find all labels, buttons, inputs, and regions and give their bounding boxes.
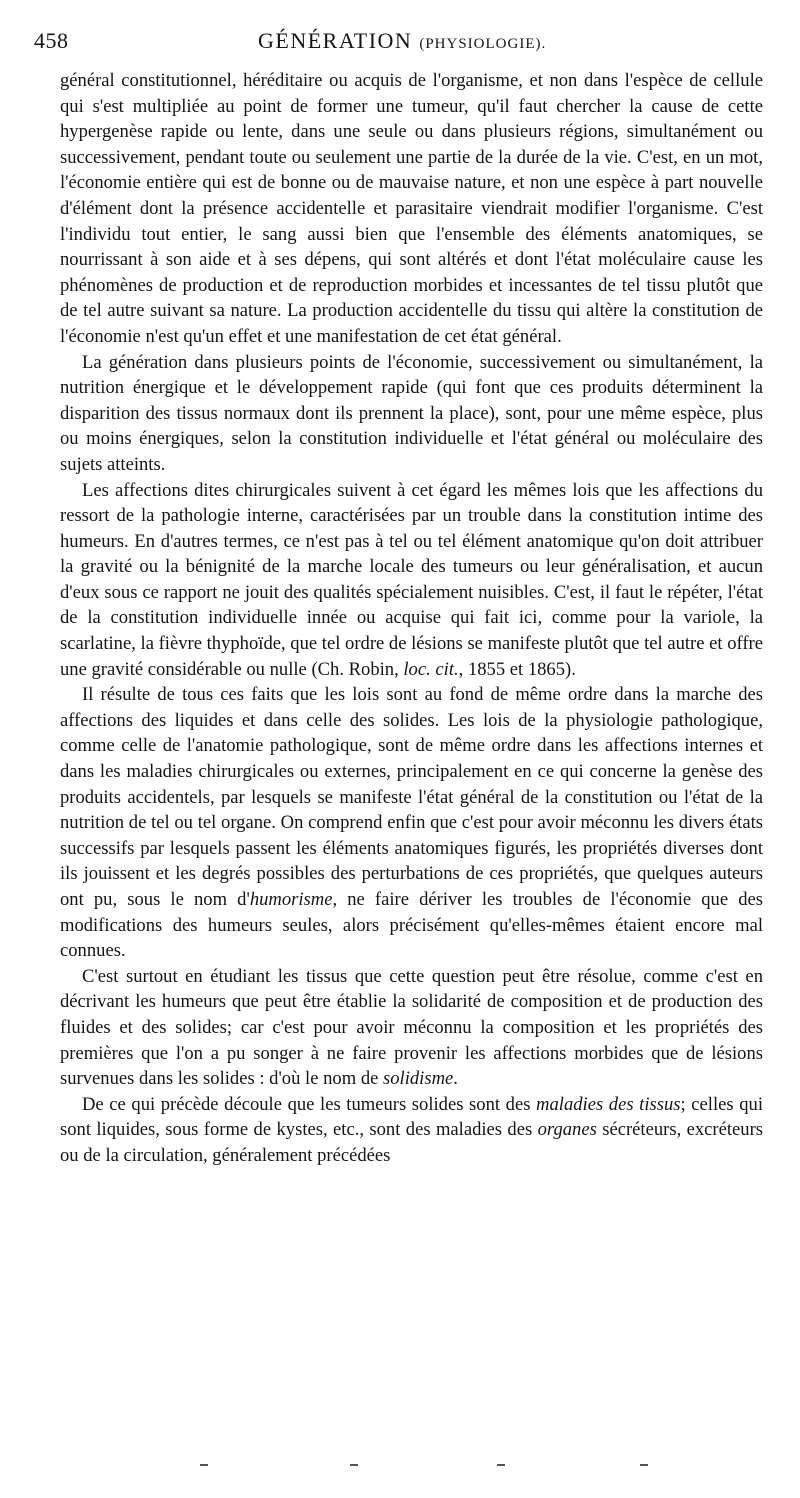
header-subtitle: (PHYSIOLOGIE). (419, 36, 547, 52)
text-run: La génération dans plusieurs points de l'économie, successivement ou simultanément, la nutrition énergique et le développement rapide (qui font que ces produits déterminent la disparition des tissus normaux dont ils prennent la place), sont, pour une même espèce, plus ou moins énergiques, selon la constitution individuelle et l'état général ou moléculaire des sujets atteints. (60, 351, 763, 475)
header-title-main: GÉNÉRATION (258, 28, 413, 53)
text-run: , 1855 et 1865). (458, 658, 576, 680)
text-run: sécréteurs, excréteurs ou de la circulation, généralement précédées (60, 1119, 763, 1166)
footer-dash (497, 1464, 505, 1466)
header-title (258, 28, 546, 54)
text-run: ; celles qui sont liquides, sous forme de kystes, etc., sont des maladies des (60, 1093, 763, 1141)
italic-text: solidisme (383, 1068, 454, 1090)
document-page (34, 28, 763, 1169)
text-run: De ce qui précède découle que les tumeurs solides sont des (82, 1093, 537, 1115)
body-text (60, 68, 763, 1169)
italic-text: organes (537, 1119, 597, 1141)
paragraph (60, 478, 763, 683)
paragraph (60, 350, 763, 478)
paragraph (60, 1092, 763, 1169)
italic-text: maladies des tissus (536, 1093, 681, 1115)
paragraph (60, 68, 763, 350)
running-head (34, 28, 763, 68)
paragraph (60, 682, 763, 964)
footer-dash (640, 1464, 648, 1466)
text-run: Il résulte de tous ces faits que les lois sont au fond de même ordre dans la marche des affections des liquides et dans celle des solides. Les lois de la physiologie pathologique, comme celle de l'anatomie pathologique, sont de même ordre dans les affections internes et dans les maladies chirurgicales ou externes, principalement en ce qui concerne la genèse des produits accidentels, par lesquels se manifeste l'état général de la constitution ou l'état de la nutrition de tel ou tel organe. On comprend enfin que c'est pour avoir méconnu les divers états successifs par lesquels passent les éléments anatomiques figurés, les propriétés diverses dont ils jouissent et les degrés possibles des perturbations de ces propriétés, que quelques auteurs ont pu, sous le nom d' (60, 684, 763, 910)
italic-text: loc. cit. (403, 658, 459, 680)
text-run: , ne faire dériver les troubles de l'économie que des modifications des humeurs seules, alors précisément qu'elles-mêmes étaient encore mal connues. (60, 889, 763, 962)
text-run: Les affections dites chirurgicales suivent à cet égard les mêmes lois que les affections du ressort de la pathologie interne, caractérisées par un trouble dans la constitution intime des humeurs. En d'autres termes, ce n'est pas à tel ou tel élément anatomique qu'on doit attribuer la gravité ou la bénignité de la marche locale des tumeurs ou leur généralisation, et aucun d'eux sous ce rapport ne jouit des qualités spécialement nuisibles. C'est, il faut le répéter, l'état de la constitution individuelle innée ou acquise qui fait ici, comme pour la variole, la scarlatine, la fièvre thyphoïde, que tel ordre de lésions se manifeste plutôt que tel autre et offre une gravité considérable ou nulle (Ch. Robin, (60, 479, 763, 680)
footer-dash (350, 1464, 358, 1466)
text-run: . (453, 1068, 458, 1090)
page-number: 458 (34, 28, 69, 53)
paragraph (60, 964, 763, 1092)
text-run: général constitutionnel, héréditaire ou acquis de l'organisme, et non dans l'espèce de cellule qui s'est multipliée au point de former une tumeur, qu'il faut chercher la cause de cette hypergenèse rapide ou lente, dans une seule ou dans plusieurs régions, simultanément ou successivement, pendant toute ou seulement une partie de la durée de la vie. C'est, en un mot, l'économie entière qui est de bonne ou de mauvaise nature, et non une espèce à part nouvelle d'élément dont la présence accidentelle et parasitaire viendrait modifier l'organisme. C'est l'individu tout entier, le sang aussi bien que l'ensemble des éléments anatomiques, se nourrissant à son aide et à ses dépens, qui sont altérés et dont l'état moléculaire cause les phénomènes de production et de reproduction morbides et incessantes de tel tissu plutôt que de tel autre suivant sa nature. La production accidentelle du tissu qui altère la constitution de l'économie n'est qu'un effet et une manifestation de cet état général. (60, 70, 763, 347)
text-run: C'est surtout en étudiant les tissus que cette question peut être résolue, comme c'est en décrivant les humeurs que peut être établie la solidarité de composition et de production des fluides et des solides; car c'est pour avoir méconnu la composition et les propriétés des premières que l'on a pu songer à ne faire provenir les affections morbides que de lésions survenues dans les solides : d'où le nom de (60, 965, 763, 1090)
footer-dash (200, 1464, 208, 1466)
italic-text: humorisme (249, 889, 333, 910)
footer-marks (0, 1464, 800, 1468)
